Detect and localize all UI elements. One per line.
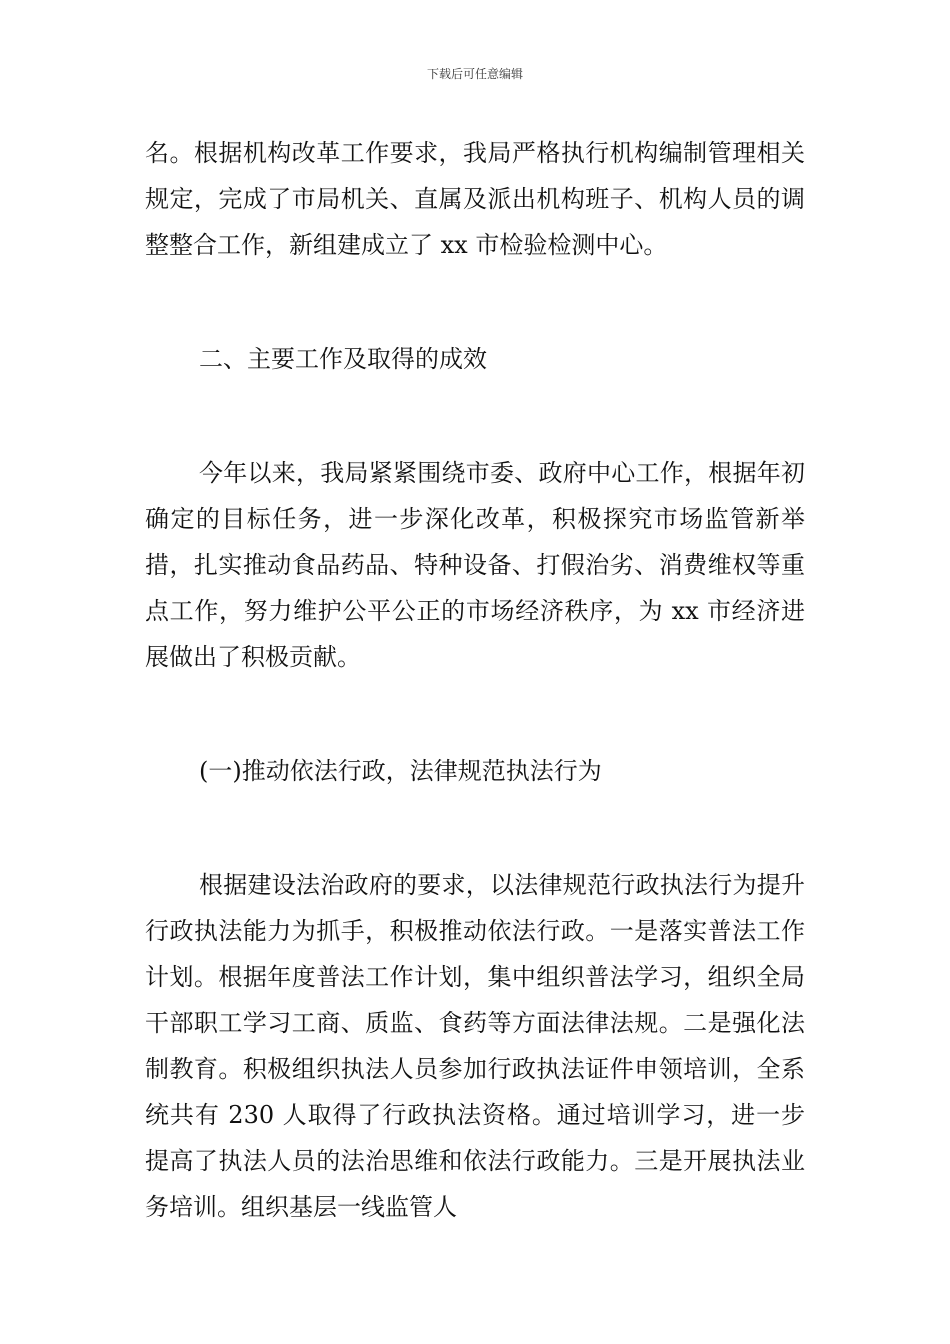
paragraph-body: 根据建设法治政府的要求，以法律规范行政执法行为提升行政执法能力为抓手，积极推动依法行政。一是落实普法工作计划。根据年度普法工作计划，集中组织普法学习，组织全局干部职工学习工商、质监、食药等方面法律法规。二是强化法制教育。积极组织执法人员参加行政执法证件申领培训，全系统共有 230 人取得了行政执法资格。通过培训学习，进一步提高了执法人员的法治思维和依法行政能力。三是开展执法业务培训。组织基层一线监管人 [145, 871, 805, 1221]
subsection-heading: (一)推动依法行政，法律规范执法行为 [199, 757, 602, 785]
document-body [145, 130, 805, 1230]
paragraph-gap [145, 794, 805, 862]
paragraph-intro: 今年以来，我局紧紧围绕市委、政府中心工作，根据年初确定的目标任务，进一步深化改革，积极探究市场监管新举措，扎实推动食品药品、特种设备、打假治劣、消费维权等重点工作，努力维护公平公正的市场经济秩序，为 xx 市经济进展做出了积极贡献。 [145, 459, 805, 671]
paragraph-continuation: 名。根据机构改革工作要求，我局严格执行机构编制管理相关规定，完成了市局机关、直属及派出机构班子、机构人员的调整整合工作，新组建成立了 xx 市检验检测中心。 [145, 139, 805, 259]
section-heading: 二、主要工作及取得的成效 [199, 345, 487, 373]
paragraph-gap [145, 382, 805, 450]
page-header: 下载后可任意编辑 [426, 67, 523, 81]
paragraph-gap [145, 680, 805, 748]
paragraph-gap [145, 268, 805, 336]
